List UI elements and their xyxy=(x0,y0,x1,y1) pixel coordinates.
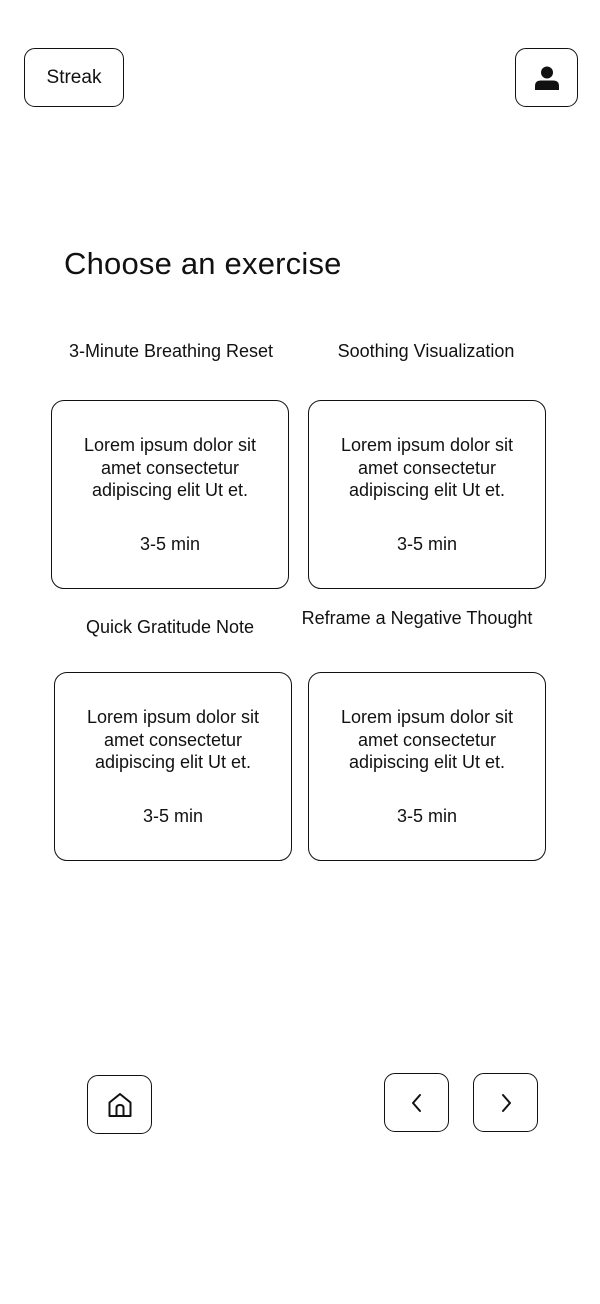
next-button[interactable] xyxy=(473,1073,538,1132)
exercise-title-gratitude: Quick Gratitude Note xyxy=(85,617,255,637)
chevron-left-icon xyxy=(406,1091,428,1115)
exercise-card-duration: 3-5 min xyxy=(396,806,458,826)
profile-button[interactable] xyxy=(515,48,578,107)
streak-button[interactable] xyxy=(24,48,124,107)
exercise-card-description: Lorem ipsum dolor sit amet consectetur adipiscing elit Ut et. xyxy=(340,435,514,500)
exercise-card-visualization[interactable] xyxy=(308,400,546,589)
home-button[interactable] xyxy=(87,1075,152,1134)
exercise-title-breathing: 3-Minute Breathing Reset xyxy=(68,341,274,361)
exercise-card-description: Lorem ipsum dolor sit amet consectetur adipiscing elit Ut et. xyxy=(83,435,257,500)
exercise-card-breathing[interactable] xyxy=(51,400,289,589)
exercise-title-visualization: Soothing Visualization xyxy=(337,341,515,361)
streak-button-label: Streak xyxy=(46,66,102,88)
exercise-card-duration: 3-5 min xyxy=(142,806,204,826)
exercise-card-reframe[interactable] xyxy=(308,672,546,861)
user-icon xyxy=(533,64,561,92)
home-icon xyxy=(105,1090,135,1120)
exercise-card-description: Lorem ipsum dolor sit amet consectetur adipiscing elit Ut et. xyxy=(340,707,514,772)
chevron-right-icon xyxy=(495,1091,517,1115)
exercise-card-duration: 3-5 min xyxy=(396,534,458,554)
exercise-card-description: Lorem ipsum dolor sit amet consectetur adipiscing elit Ut et. xyxy=(86,707,260,772)
exercise-card-duration: 3-5 min xyxy=(139,534,201,554)
page-title: Choose an exercise xyxy=(64,246,342,281)
exercise-title-reframe: Reframe a Negative Thought xyxy=(301,608,533,628)
exercise-card-gratitude[interactable] xyxy=(54,672,292,861)
previous-button[interactable] xyxy=(384,1073,449,1132)
